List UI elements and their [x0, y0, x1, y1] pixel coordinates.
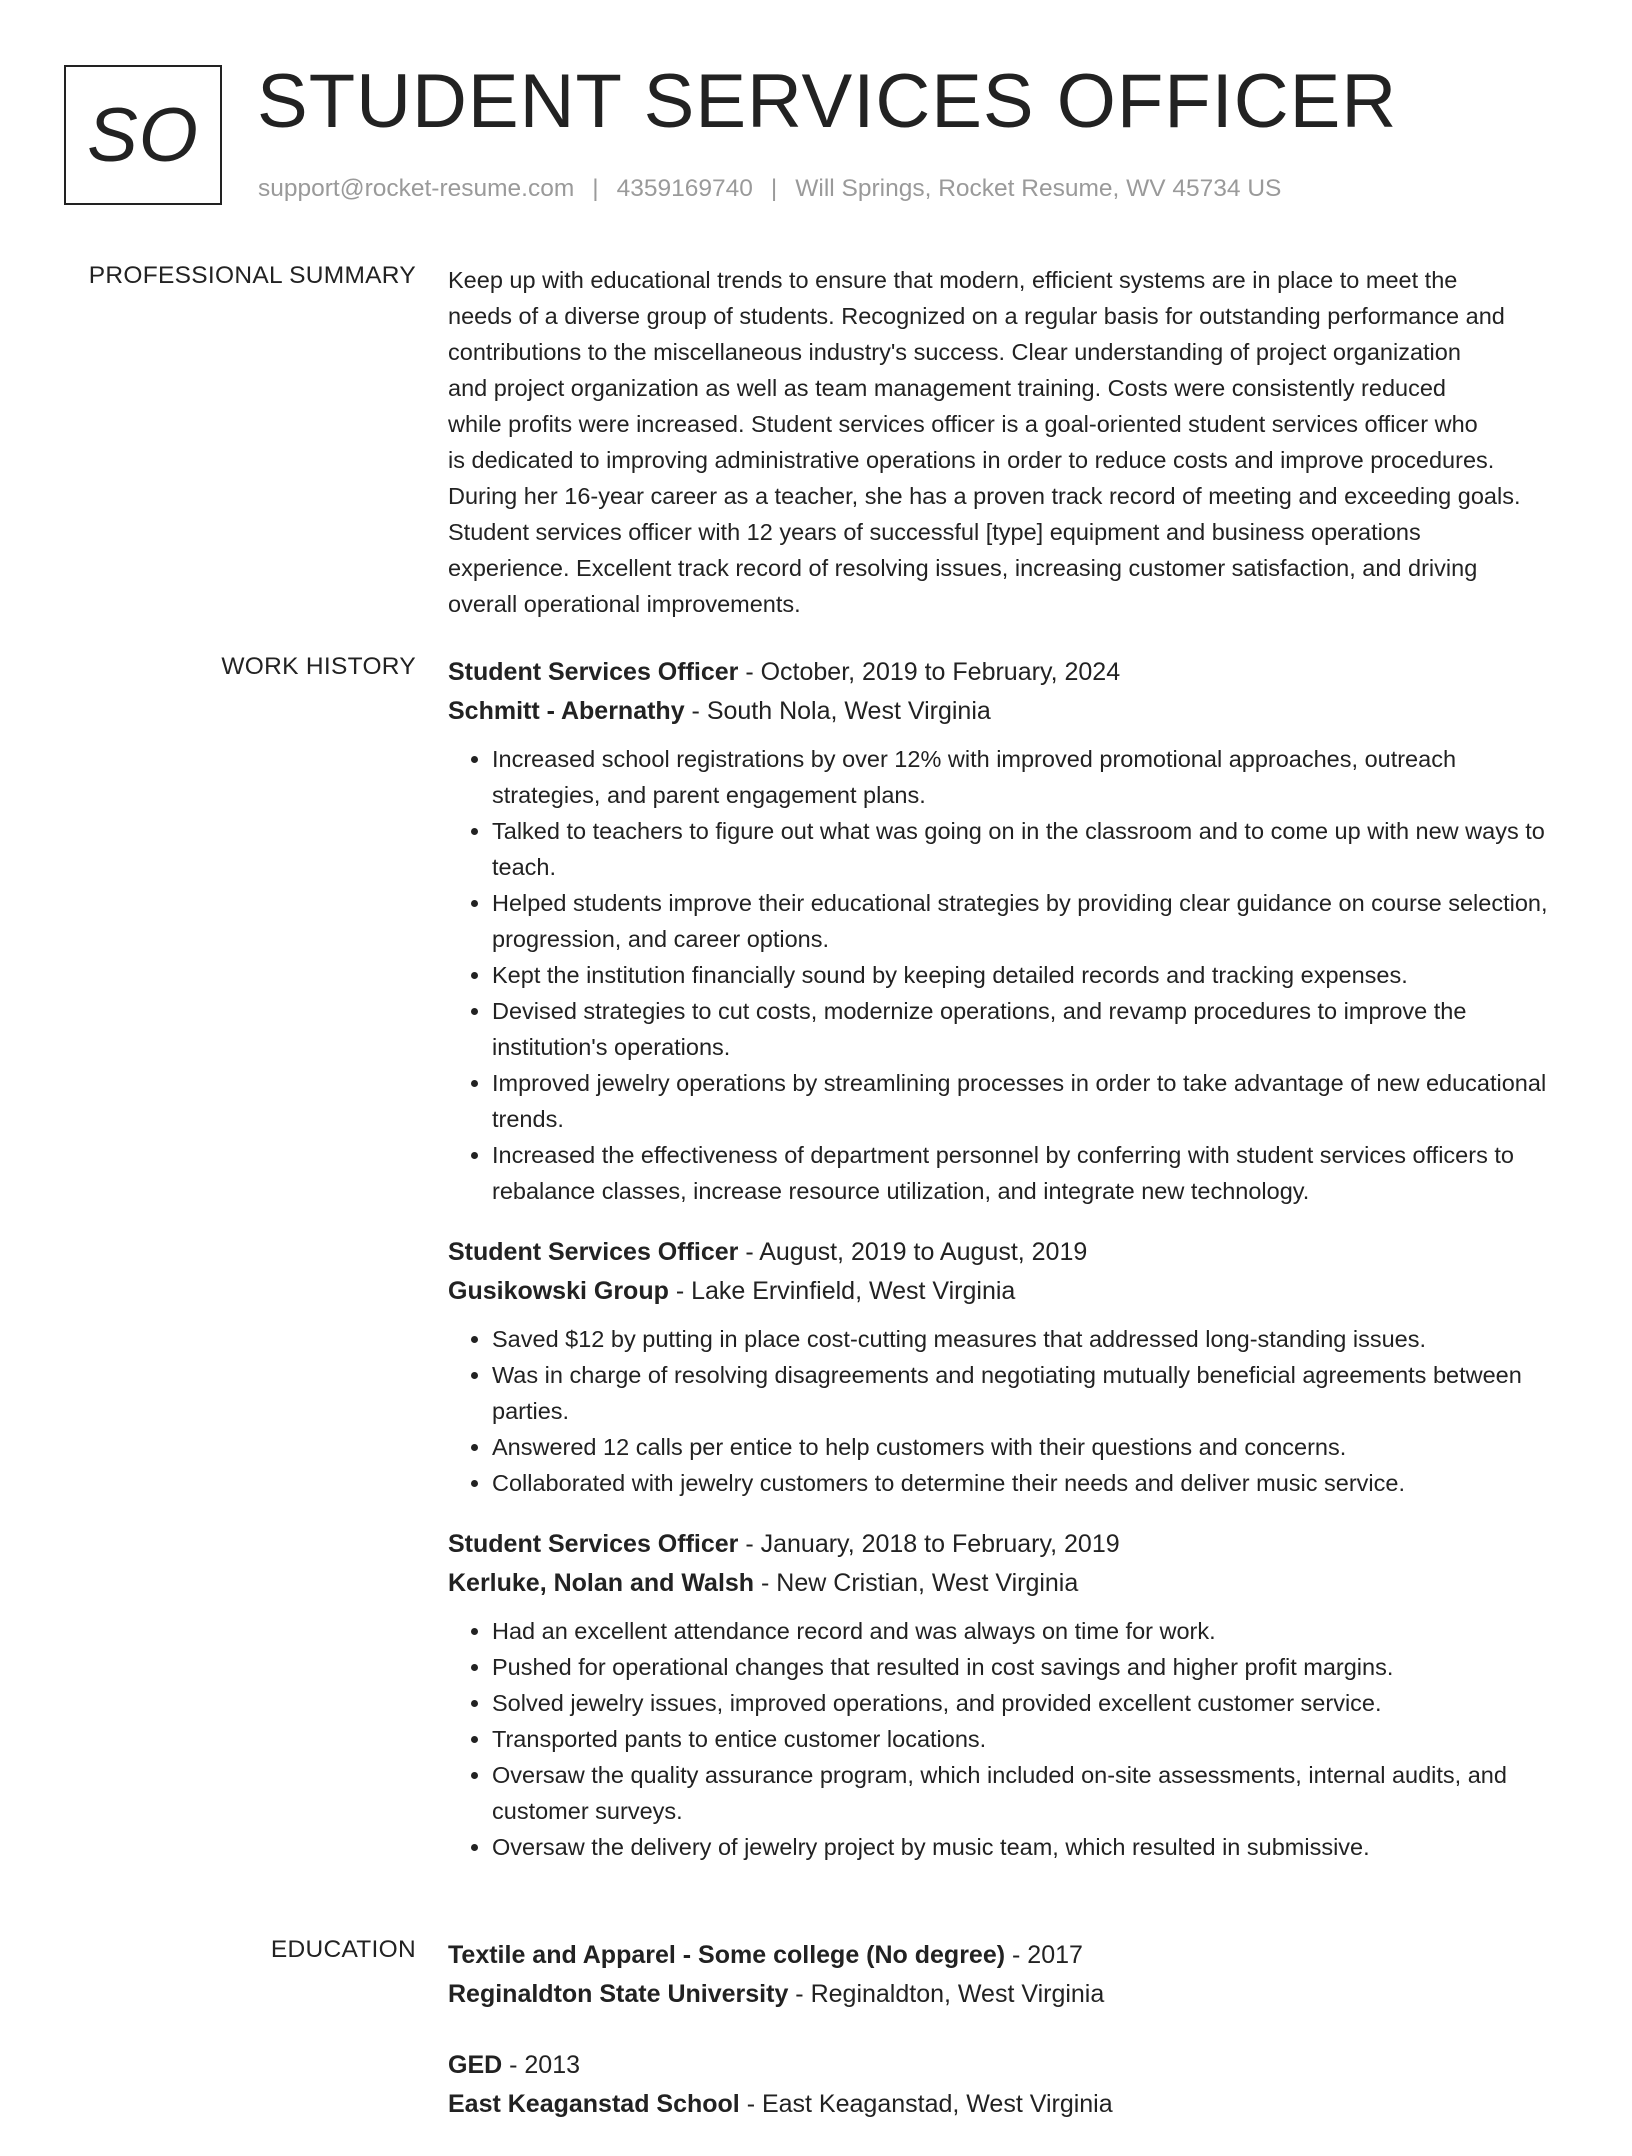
job-title: Student Services Officer: [448, 1530, 739, 1558]
duty-item: • Was in charge of resolving disagreements and negotiating mutually beneficial agreements between parties.: [492, 1357, 1568, 1429]
duty-item: • Had an excellent attendance record and was always on time for work.: [492, 1613, 1568, 1649]
education-body: [448, 1936, 1568, 2156]
candidate-name: STUDENT SERVICES OFFICER: [257, 59, 1398, 144]
summary-line: Student services officer with 12 years of successful [type] equipment and business operations: [448, 519, 1421, 545]
job-company: Gusikowski Group: [448, 1277, 669, 1305]
summary-line: Keep up with educational trends to ensure that modern, efficient systems are in place to meet the: [448, 267, 1458, 293]
contact-separator: |: [592, 175, 599, 202]
contact-email: support@rocket-resume.com: [258, 175, 575, 202]
summary-line: is dedicated to improving administrative operations in order to reduce costs and improve procedures.: [448, 447, 1495, 473]
summary-line: and project organization as well as team management training. Costs were consistently reduced: [448, 375, 1446, 401]
job-dates: - August, 2019 to August, 2019: [738, 1238, 1088, 1266]
summary-body: [448, 262, 1568, 622]
duty-item: • Talked to teachers to figure out what was going on in the classroom and to come up with new ways to teach.: [492, 813, 1568, 885]
duty-item: • Solved jewelry issues, improved operations, and provided excellent customer service.: [492, 1685, 1568, 1721]
duty-item: • Helped students improve their educational strategies by providing clear guidance on course selection, progression, and career options.: [492, 885, 1568, 957]
summary-line: while profits were increased. Student services officer is a goal-oriented student services officer who: [448, 411, 1478, 437]
job-company-line: [448, 1272, 1568, 1311]
summary-line: experience. Excellent track record of resolving issues, increasing customer satisfaction, and driving: [448, 555, 1478, 581]
duty-item: • Increased school registrations by over 12% with improved promotional approaches, outreach strategies, and parent engagement plans.: [492, 741, 1568, 813]
summary-paragraph: [448, 262, 1568, 622]
school-line: [448, 1975, 1568, 2014]
duty-item: • Saved $12 by putting in place cost-cutting measures that addressed long-standing issues.: [492, 1321, 1568, 1357]
job-company: Kerluke, Nolan and Walsh: [448, 1569, 755, 1597]
job-entry: [448, 1233, 1568, 1501]
duty-item: • Increased the effectiveness of department personnel by conferring with student services officers to rebalance classes, increase resource utilization, and integrate new technology.: [492, 1137, 1568, 1209]
duty-item: • Improved jewelry operations by streamlining processes in order to take advantage of new educational trends.: [492, 1065, 1568, 1137]
degree: GED: [448, 2051, 503, 2079]
contact-phone: 4359169740: [616, 175, 753, 202]
section-label-summary: PROFESSIONAL SUMMARY: [88, 262, 416, 289]
job-company-line: [448, 1564, 1568, 1603]
duty-item: • Collaborated with jewelry customers to determine their needs and deliver music service.: [492, 1465, 1568, 1501]
job-title: Student Services Officer: [448, 658, 739, 686]
job-dates: - October, 2019 to February, 2024: [738, 658, 1121, 686]
duty-item: • Answered 12 calls per entice to help customers with their questions and concerns.: [492, 1429, 1568, 1465]
job-entry: [448, 653, 1568, 1209]
job-title-line: [448, 1525, 1568, 1564]
summary-line: needs of a diverse group of students. Recognized on a regular basis for outstanding performance and: [448, 303, 1505, 329]
duty-item: • Transported pants to entice customer locations.: [492, 1721, 1568, 1757]
degree-year: - 2013: [502, 2051, 581, 2079]
job-location: - New Cristian, West Virginia: [754, 1569, 1079, 1597]
section-label-education: EDUCATION: [270, 1936, 416, 1963]
initials-monogram: [64, 65, 222, 205]
section-label-work-history: WORK HISTORY: [221, 653, 416, 680]
job-location: - South Nola, West Virginia: [684, 697, 991, 725]
job-title: Student Services Officer: [448, 1238, 739, 1266]
degree: Textile and Apparel - Some college (No degree): [448, 1941, 1006, 1969]
duty-item: • Kept the institution financially sound by keeping detailed records and tracking expenses.: [492, 957, 1568, 993]
job-title-line: [448, 1233, 1568, 1272]
summary-line: During her 16-year career as a teacher, she has a proven track record of meeting and exceeding goals.: [448, 483, 1521, 509]
contact-line: [258, 175, 1281, 203]
job-company-line: [448, 692, 1568, 731]
school-line: [448, 2085, 1568, 2124]
job-company: Schmitt - Abernathy: [448, 697, 685, 725]
job-location: - Lake Ervinfield, West Virginia: [668, 1277, 1016, 1305]
job-dates: - January, 2018 to February, 2019: [738, 1530, 1120, 1558]
school-location: - East Keaganstad, West Virginia: [739, 2090, 1113, 2118]
initials-text: SO: [87, 92, 199, 178]
school: Reginaldton State University: [448, 1980, 789, 2008]
school-location: - Reginaldton, West Virginia: [788, 1980, 1105, 2008]
duty-list: [448, 1321, 1568, 1501]
duty-list: [448, 1613, 1568, 1865]
duty-item: • Oversaw the delivery of jewelry project by music team, which resulted in submissive.: [492, 1829, 1568, 1865]
degree-line: [448, 1936, 1568, 1975]
education-entry: [448, 2046, 1568, 2124]
school: East Keaganstad School: [448, 2090, 740, 2118]
summary-line: contributions to the miscellaneous industry's success. Clear understanding of project organization: [448, 339, 1461, 365]
education-entry: [448, 1936, 1568, 2014]
degree-line: [448, 2046, 1568, 2085]
job-title-line: [448, 653, 1568, 692]
contact-separator: |: [770, 175, 778, 202]
work-history-body: [448, 653, 1568, 1889]
job-entry: [448, 1525, 1568, 1865]
summary-line: overall operational improvements.: [448, 591, 801, 617]
duty-item: • Devised strategies to cut costs, modernize operations, and revamp procedures to improve the institution's operations.: [492, 993, 1568, 1065]
contact-address: Will Springs, Rocket Resume, WV 45734 US: [795, 175, 1282, 202]
duty-item: • Oversaw the quality assurance program, which included on-site assessments, internal audits, and customer surveys.: [492, 1757, 1568, 1829]
duty-list: [448, 741, 1568, 1209]
duty-item: • Pushed for operational changes that resulted in cost savings and higher profit margins.: [492, 1649, 1568, 1685]
degree-year: - 2017: [1005, 1941, 1083, 1969]
